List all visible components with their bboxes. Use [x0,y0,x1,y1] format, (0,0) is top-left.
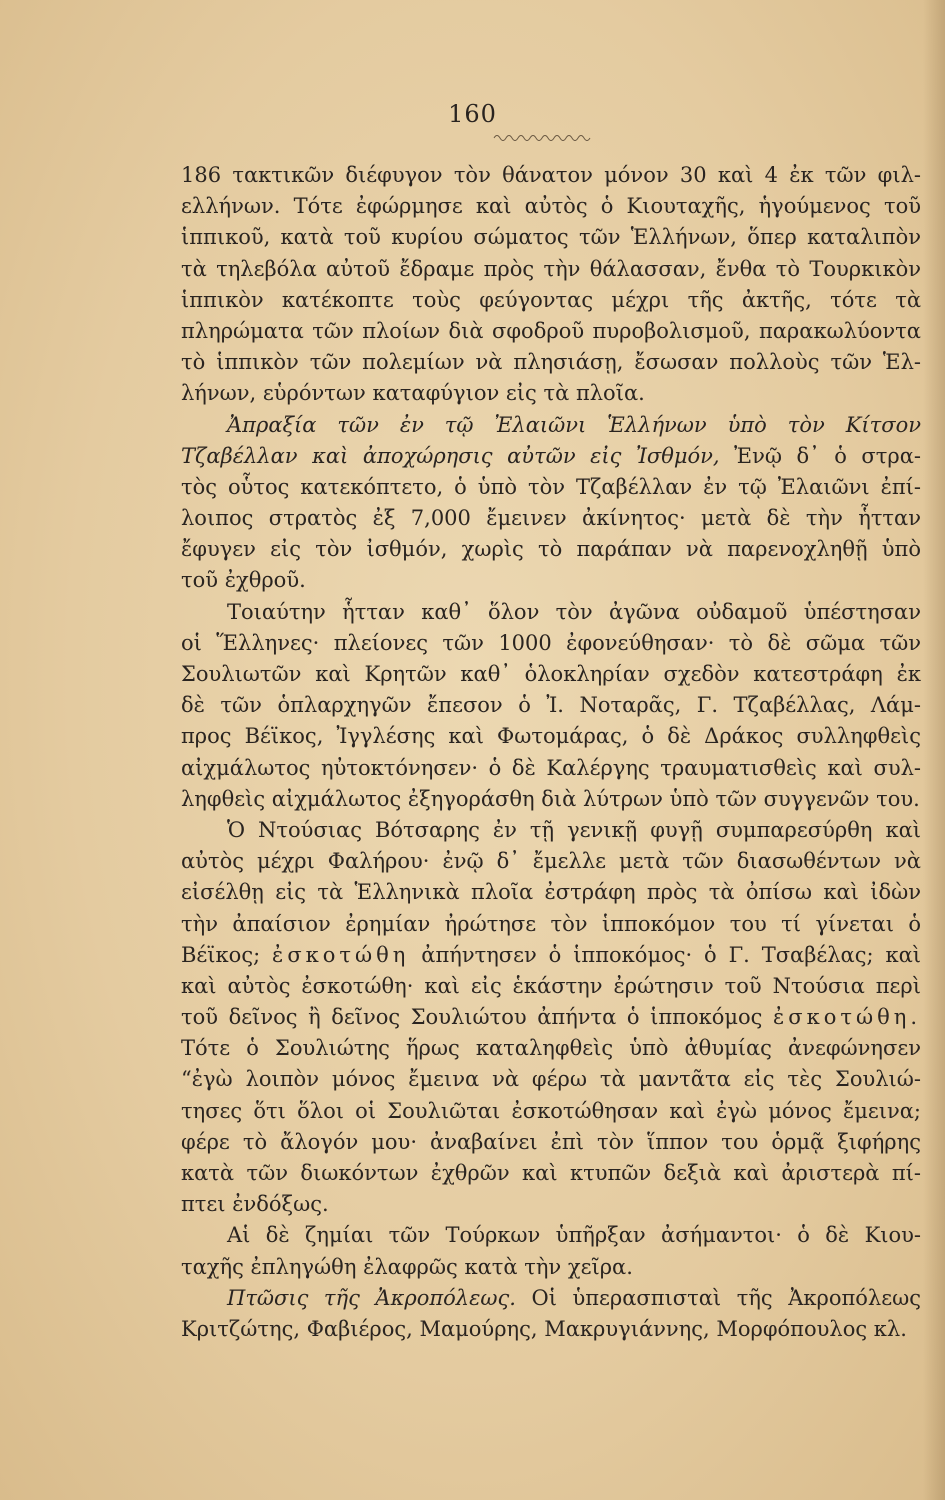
text-line [181,1127,921,1158]
text-run: “ἐγὼ λοιπὸν μόνος ἔμεινα νὰ φέρω τὰ μαντᾶτα εἰς τὲς Σουλιώ- [181,1067,921,1092]
text-run: πληρώματα τῶν πλοίων διὰ σφοδροῦ πυροβολισμοῦ, παρακωλύοντα [181,318,921,343]
italic-heading: Πτῶσις τῆς Ἀκροπόλεως. [227,1285,516,1310]
text-line [181,1252,921,1283]
text-run: Τοιαύτην ἧτταν καθ᾽ ὅλον τὸν ἀγῶνα οὐδαμοῦ ὑπέστησαν [227,599,921,624]
text-line [181,753,921,784]
body-text [181,160,921,1345]
text-run: καὶ αὐτὸς ἐσκοτώθη· καὶ εἰς ἑκάστην ἐρώτησιν τοῦ Ντούσια περὶ [181,973,921,998]
text-line [181,659,921,690]
text-run: 186 τακτικῶν διέφυγον τὸν θάνατον μόνον 30 καὶ 4 ἐκ τῶν φιλ- [181,163,921,187]
text-line [181,1002,921,1033]
text-line [181,597,921,628]
text-run: οἱ Ἕλληνες· πλείονες τῶν 1000 ἐφονεύθησαν· τὸ δὲ σῶμα τῶν [181,630,921,655]
text-run: τησες ὅτι ὅλοι οἱ Σουλιῶται ἐσκοτώθησαν καὶ ἐγὼ μόνος ἔμεινα; [181,1098,921,1123]
ornament-divider [492,132,592,144]
text-line [181,503,921,534]
italic-heading: Ἀπραξία τῶν ἐν τῷ Ἐλαιῶνι Ἑλλήνων ὑπὸ τὸν Κίτσον [227,412,921,437]
text-line [181,1220,921,1251]
text-line [181,628,921,659]
text-line [181,909,921,940]
text-line [181,690,921,721]
italic-heading: Τζαβέλλαν καὶ ἀποχώρησις αὐτῶν εἰς Ἰσθμόν, [181,443,720,468]
text-run: ελλήνων. Τότε ἐφώρμησε καὶ αὐτὸς ὁ Κιουταχῆς, ἡγούμενος τοῦ [181,194,921,219]
text-run: ἱππικοῦ, κατὰ τοῦ κυρίου σώματος τῶν Ἑλλήνων, ὅπερ καταλιπὸν [181,225,921,250]
text-line [181,160,921,191]
text-run: φέρε τὸ ἄλογόν μου· ἀναβαίνει ἐπὶ τὸν ἵππον του ὁρμᾷ ξιφήρης [181,1129,921,1154]
text-line [181,410,921,441]
text-line [181,940,921,971]
text-run: τὸ ἱππικὸν τῶν πολεμίων νὰ πλησιάσῃ, ἔσωσαν πολλοὺς τῶν Ἑλ- [181,350,921,375]
text-run: ταχῆς ἐπληγώθη ἐλαφρῶς κατὰ τὴν χεῖρα. [181,1254,633,1279]
text-run: Κριτζώτης, Φαβιέρος, Μαμούρης, Μακρυγιάννης, Μορφόπουλος κλ. [181,1316,907,1341]
text-run: Ἐνῷ δ᾽ ὁ στρα- [719,443,921,468]
text-run: λοιπος στρατὸς ἐξ 7,000 ἔμεινεν ἀκίνητος· μετὰ δὲ τὴν ἧτταν [181,506,921,531]
text-run: πτει ἐνδόξως. [181,1192,329,1217]
text-run: Τότε ὁ Σουλιώτης ἥρως καταληφθεὶς ὑπὸ ἀθυμίας ἀνεφώνησεν [181,1036,921,1061]
text-line [181,846,921,877]
text-run: τοῦ ἐχθροῦ. [181,568,306,593]
text-line [181,472,921,503]
text-line [181,877,921,908]
text-run: λήνων, εὑρόντων καταφύγιον εἰς τὰ πλοῖα. [181,381,645,406]
text-line [181,222,921,253]
text-line [181,1189,921,1220]
text-run: αὐτὸς μέχρι Φαλήρου· ἐνῷ δ᾽ ἔμελλε μετὰ τῶν διασωθέντων νὰ [181,849,921,874]
text-line [181,378,921,409]
text-line [181,815,921,846]
text-run: ἱππικὸν κατέκοπτε τοὺς φεύγοντας μέχρι τῆς ἀκτῆς, τότε τὰ [181,287,921,312]
text-run: προς Βέϊκος, Ἰγγλέσης καὶ Φωτομάρας, ὁ δὲ Δράκος συλληφθεὶς [181,724,921,749]
text-run: τὴν ἀπαίσιον ἐρημίαν ἠρώτησε τὸν ἱπποκόμον του τί γίνεται ὁ [181,911,921,936]
text-line [181,1158,921,1189]
text-line [181,1314,921,1345]
text-line [181,316,921,347]
text-line [181,1064,921,1095]
text-line [181,254,921,285]
page-number: 160 [448,100,497,128]
spaced-word: ἐσκοτώθη. [772,1005,921,1030]
text-line [181,721,921,752]
text-line [181,1096,921,1127]
text-run: δὲ τῶν ὁπλαρχηγῶν ἔπεσον ὁ Ἰ. Νοταρᾶς, Γ. Τζαβέλλας, Λάμ- [181,693,921,718]
text-run: κατὰ τῶν διωκόντων ἐχθρῶν καὶ κτυπῶν δεξιὰ καὶ ἀριστερὰ πί- [181,1161,921,1185]
text-run: Αἱ δὲ ζημίαι τῶν Τούρκων ὑπῆρξαν ἀσήμαντοι· ὁ δὲ Κιου- [227,1223,921,1248]
text-line [181,534,921,565]
spaced-word: ἐσκοτώθη [272,942,410,967]
text-run: εἰσέλθῃ εἰς τὰ Ἑλληνικὰ πλοῖα ἐστράφη πρὸς τὰ ὀπίσω καὶ ἰδὼν [181,880,921,905]
text-line [181,971,921,1002]
text-run: Βέϊκος; [181,942,261,967]
text-run: τοῦ δεῖνος ἢ δεῖνος Σουλιώτου ἀπήντα ὁ ἱπποκόμος [181,1005,763,1030]
page-edge-shadow [923,0,945,1500]
text-line [181,285,921,316]
text-run: Ὁ Ντούσιας Βότσαρης ἐν τῇ γενικῇ φυγῇ συμπαρεσύρθη καὶ [227,817,921,842]
text-run: Οἱ ὑπερασπισταὶ τῆς Ἀκροπόλεως [515,1285,921,1310]
text-line [181,1033,921,1064]
text-run: ληφθεὶς αἰχμάλωτος ἐξηγοράσθη διὰ λύτρων ὑπὸ τῶν συγγενῶν του. [181,786,920,811]
text-line [181,441,921,472]
text-run: ἔφυγεν εἰς τὸν ἰσθμόν, χωρὶς τὸ παράπαν νὰ παρενοχληθῇ ὑπὸ [181,537,921,562]
text-line [181,347,921,378]
text-line [181,191,921,222]
text-line [181,784,921,815]
text-run: αἰχμάλωτος ηὐτοκτόνησεν· ὁ δὲ Καλέργης τραυματισθεὶς καὶ συλ- [181,755,921,780]
text-run: τὸς οὗτος κατεκόπτετο, ὁ ὑπὸ τὸν Τζαβέλλαν ἐν τῷ Ἐλαιῶνι ἐπί- [181,474,921,499]
text-line [181,1283,921,1314]
text-run: Σουλιωτῶν καὶ Κρητῶν καθ᾽ ὁλοκληρίαν σχεδὸν κατεστράφη ἐκ [181,662,921,686]
text-run: τὰ τηλεβόλα αὐτοῦ ἔδραμε πρὸς τὴν θάλασσαν, ἔνθα τὸ Τουρκικὸν [181,256,921,281]
text-run: ἀπήντησεν ὁ ἱπποκόμος· ὁ Γ. Τσαβέλας; καὶ [409,942,921,967]
text-line [181,565,921,596]
